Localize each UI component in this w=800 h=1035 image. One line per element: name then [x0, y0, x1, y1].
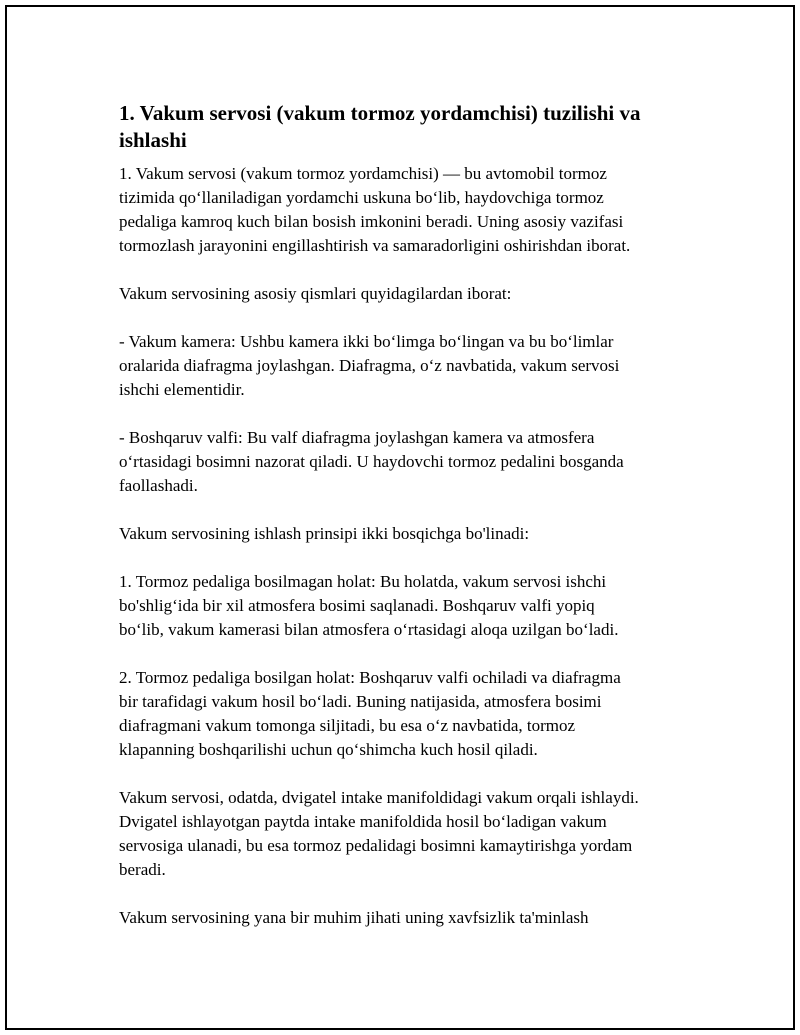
paragraph-state-pressed: 2. Tormoz pedaliga bosilgan holat: Boshqaruv valfi ochiladi va diafragma bir tarafidagi vakum hosil bo‘ladi. Buning natijasida, atmosfera bosimi diafragmani vakum tomonga siljitadi, bu esa o‘z navbatida, tormoz klapanning boshqarilishi uchun qo‘shimcha kuch hosil qiladi.: [119, 668, 621, 759]
paragraph-safety: Vakum servosining yana bir muhim jihati uning xavfsizlik ta'minlash: [119, 908, 589, 927]
paragraph-control-valve: - Boshqaruv valfi: Bu valf diafragma joylashgan kamera va atmosfera o‘rtasidagi bosimni nazorat qiladi. U haydovchi tormoz pedalini bosganda faollashadi.: [119, 428, 624, 495]
paragraph-intro: 1. Vakum servosi (vakum tormoz yordamchisi) — bu avtomobil tormoz tizimida qo‘llaniladigan yordamchi uskuna bo‘lib, haydovchiga tormoz pedaliga kamroq kuch bilan bosish imkonini beradi. Uning asosiy vazifasi tormozlash jarayonini engillashtirish va samaradorligini oshirishdan iborat.: [119, 164, 631, 255]
paragraph-parts-heading: Vakum servosining asosiy qismlari quyidagilardan iborat:: [119, 284, 512, 303]
document-body: [119, 100, 699, 930]
paragraph-vacuum-chamber: - Vakum kamera: Ushbu kamera ikki bo‘limga bo‘lingan va bu bo‘limlar oralarida diafragma joylashgan. Diafragma, o‘z navbatida, vakum servosi ishchi elementidir.: [119, 332, 620, 399]
paragraph-state-released: 1. Tormoz pedaliga bosilmagan holat: Bu holatda, vakum servosi ishchi bo'shlig‘ida bir xil atmosfera bosimi saqlanadi. Boshqaruv valfi yopiq bo‘lib, vakum kamerasi bilan atmosfera o‘rtasidagi aloqa uzilgan bo‘ladi.: [119, 572, 619, 639]
paragraph-intake-manifold: Vakum servosi, odatda, dvigatel intake manifoldidagi vakum orqali ishlaydi. Dvigatel ishlayotgan paytda intake manifoldida hosil bo‘ladigan vakum servosiga ulanadi, bu esa tormoz pedalidagi bosimni kamaytirishga yordam beradi.: [119, 788, 639, 879]
document-title: 1. Vakum servosi (vakum tormoz yordamchisi) tuzilishi va ishlashi: [119, 101, 641, 152]
paragraph-principle-heading: Vakum servosining ishlash prinsipi ikki bosqichga bo'linadi:: [119, 524, 530, 543]
page-frame: [5, 5, 795, 1030]
